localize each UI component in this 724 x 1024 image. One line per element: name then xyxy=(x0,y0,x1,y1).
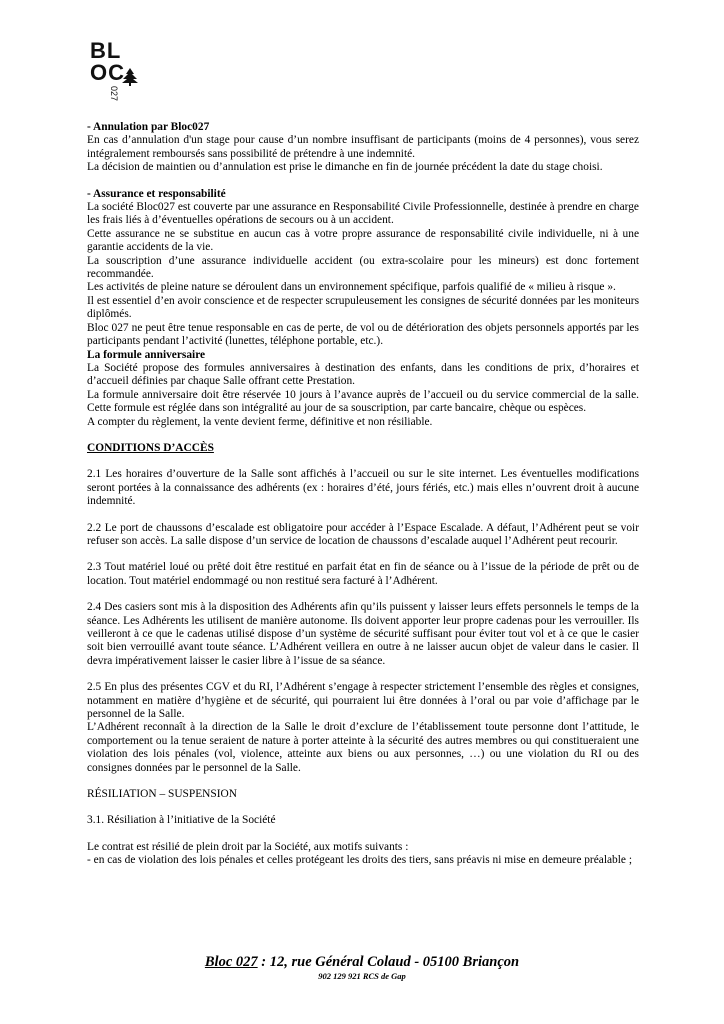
footer-address-line xyxy=(0,953,724,971)
assurance-p2: Cette assurance ne se substitue en aucun cas à votre propre assurance de responsabilité civile individuelle, ni à une garantie accidents de la vie. xyxy=(87,227,639,254)
assurance-heading: - Assurance et responsabilité xyxy=(87,187,226,200)
condition-2-1: 2.1 Les horaires d’ouverture de la Salle sont affichés à l’accueil ou sur le site internet. Les éventuelles modifications seront portées à la connaissance des adhérents (ex : horaires d’été, jours fériés, etc.) mais elles n’ouvrent droit à aucune indemnité. xyxy=(87,468,639,508)
logo-number: 027 xyxy=(109,86,119,102)
anniversaire-p2: La formule anniversaire doit être réservée 10 jours à l’avance auprès de l’accueil ou du service commercial de la salle. Cette formule est réglée dans son intégralité au jour de sa souscription, par carte bancaire, chèque ou espèces. xyxy=(87,388,639,415)
annulation-p1: En cas d’annulation d'un stage pour cause d’un nombre insuffisant de participants (moins de 4 personnes), vous serez intégralement remboursés sans possibilité de prétendre à une indemnité. xyxy=(87,134,639,160)
condition-2-4: 2.4 Des casiers sont mis à la disposition des Adhérents afin qu’ils puissent y laisser leurs effets personnels le temps de la séance. Les Adhérents les utilisent de manière autonome. Ils doivent apporter leur propre cadenas pour les verrouiller. Ils veilleront à ce que le cadenas utilisé dispose d’un système de sécurité suffisant pour éviter tout vol et à ce que le casier soit bien verrouillé avant toute séance. L’Adhérent veillera en outre à ne laisser aucun objet de valeur dans le casier. Il devra impérativement laisser le casier libre à l’issue de sa séance. xyxy=(87,601,639,667)
resiliation-heading: RÉSILIATION – SUSPENSION xyxy=(87,788,237,801)
condition-2-3: 2.3 Tout matériel loué ou prêté doit être restitué en parfait état en fin de séance ou à l’issue de la période de prêt ou de location. Tout matériel endommagé ou non restitué sera facturé à l’Adhérent. xyxy=(87,561,639,587)
logo-line-2: OC xyxy=(90,60,125,85)
document-body xyxy=(87,121,639,868)
resiliation-subheading: 3.1. Résiliation à l’initiative de la Société xyxy=(87,814,276,827)
assurance-p4: Les activités de pleine nature se déroulent dans un environnement spécifique, parfois qualifié de « milieu à risque ». xyxy=(87,281,616,294)
conditions-heading: CONDITIONS D’ACCÈS xyxy=(87,441,214,454)
anniversaire-p1: La Société propose des formules anniversaires à destination des enfants, dans les conditions de prix, d’horaires et d’accueil définies par chaque Salle offrant cette Prestation. xyxy=(87,361,639,388)
assurance-p6: Bloc 027 ne peut être tenue responsable en cas de perte, de vol ou de détérioration des objets personnels apportés par les participants pendant l’activité (lunettes, téléphone portable, etc.). xyxy=(87,321,639,348)
footer-company-name: Bloc 027 xyxy=(204,954,258,970)
tree-icon xyxy=(121,67,139,87)
anniversaire-p3: A compter du règlement, la vente devient ferme, définitive et non résiliable. xyxy=(87,415,433,428)
assurance-p3: La souscription d’une assurance individuelle accident (ou extra-scolaire pour les mineurs) est donc fortement recommandée. xyxy=(87,254,639,281)
bloc027-logo xyxy=(90,40,150,108)
assurance-p5: Il est essentiel d’en avoir conscience et de respecter scrupuleusement les consignes de sécurité données par les moniteurs diplômés. xyxy=(87,294,639,321)
annulation-p2: La décision de maintien ou d’annulation est prise le dimanche en fin de journée précédent la date du stage choisi. xyxy=(87,161,603,174)
resiliation-p2: - en cas de violation des lois pénales et celles protégeant les droits des tiers, sans préavis ni mise en demeure préalable ; xyxy=(87,854,632,867)
assurance-p1: La société Bloc027 est couverte par une assurance en Responsabilité Civile Professionnelle, destinée à prendre en charge les frais liés à d’éventuelles opérations de secours ou à un accident. xyxy=(87,201,639,227)
anniversaire-heading: La formule anniversaire xyxy=(87,348,206,361)
annulation-heading: - Annulation par Bloc027 xyxy=(87,121,210,133)
condition-2-5: 2.5 En plus des présentes CGV et du RI, l’Adhérent s’engage à respecter strictement l’ensemble des règles et consignes, notamment en matière d’hygiène et de sécurité, qui pourraient lui être données à l’oral ou par voie d’affichage par le personnel de la Salle. xyxy=(87,681,639,721)
footer-rcs: 902 129 921 RCS de Gap xyxy=(318,971,406,981)
footer-address: : 12, rue Général Colaud - 05100 Briançon xyxy=(257,954,520,970)
page-footer xyxy=(0,953,724,982)
condition-2-5-b: L’Adhérent reconnaît à la direction de la Salle le droit d’exclure de l’établissement toute personne dont l’attitude, le comportement ou la tenue seraient de nature à porter atteinte à la sécurité des autres membres ou qui constitueraient une violation des lois pénales (vol, violence, atteinte aux biens ou aux personnes, …) ou une violation du RI ou des consignes données par le personnel de la Salle. xyxy=(87,721,639,774)
resiliation-p1: Le contrat est résilié de plein droit par la Société, aux motifs suivants : xyxy=(87,840,409,853)
condition-2-2: 2.2 Le port de chaussons d’escalade est obligatoire pour accéder à l’Espace Escalade. A défaut, l’Adhérent peut se voir refuser son accès. La salle dispose d’un service de location de chaussons d’escalade auquel l’Adhérent peut recourir. xyxy=(87,521,639,547)
logo-line-1: BL xyxy=(90,38,122,63)
